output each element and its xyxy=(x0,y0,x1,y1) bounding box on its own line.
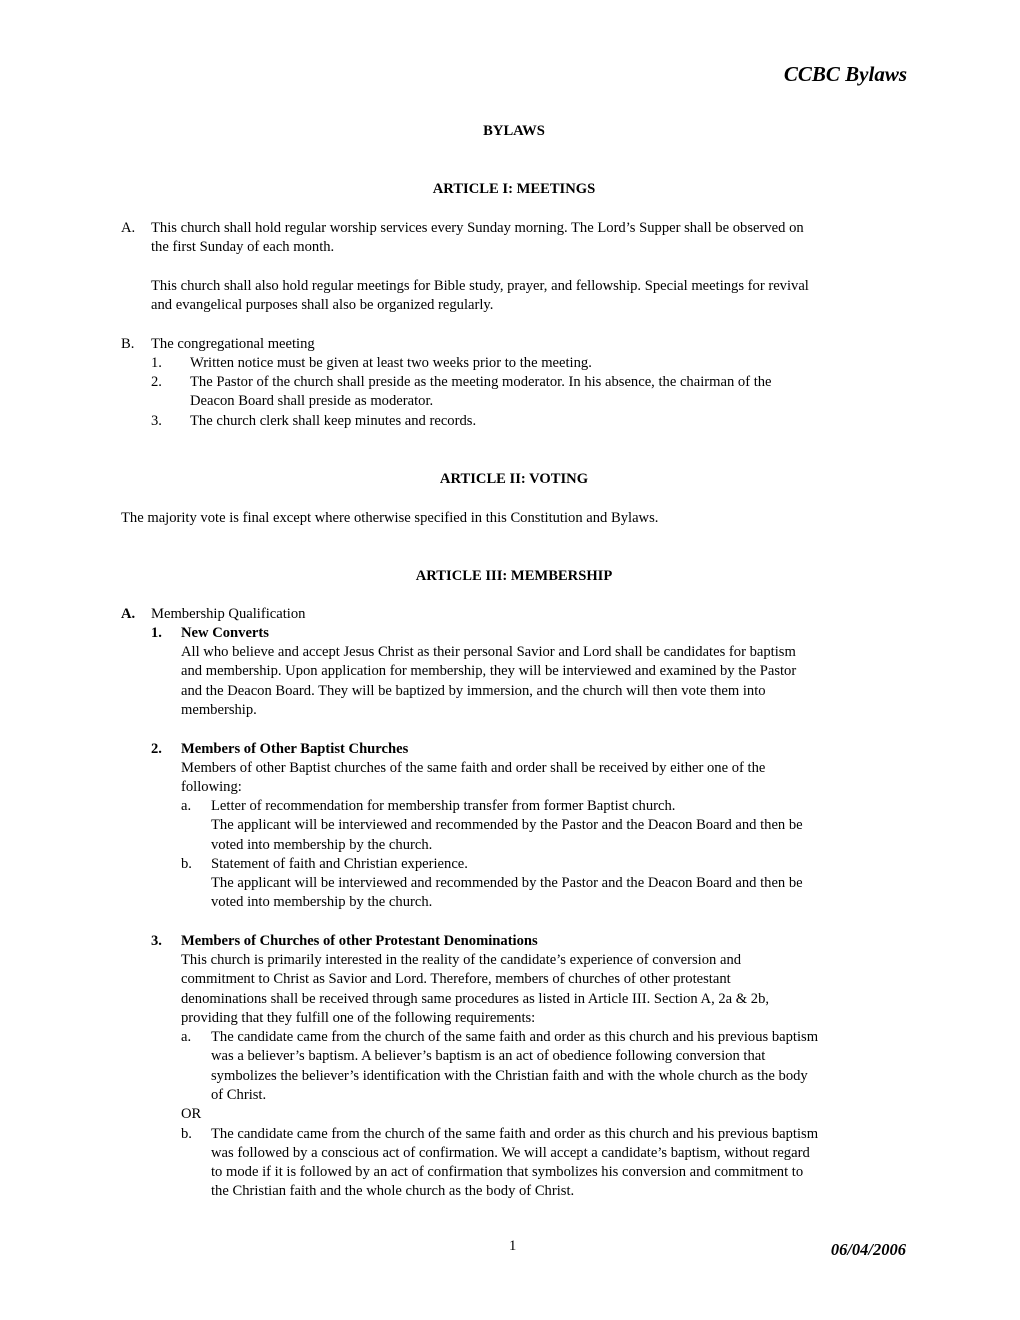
article-2-text: The majority vote is final except where otherwise specified in this Constitution and Bylaws. xyxy=(121,510,659,526)
section-3-title: Members of Churches of other Protestant Denominations xyxy=(181,933,538,949)
article-1-heading: ARTICLE I: MEETINGS xyxy=(432,181,596,197)
section-1-line: and membership. Upon application for membership, they will be interviewed and examined by the Pastor xyxy=(181,663,797,679)
list-item-text: Deacon Board shall preside as moderator. xyxy=(190,393,434,409)
article-3-a-marker: A. xyxy=(121,606,136,622)
section-3-or: OR xyxy=(181,1106,202,1122)
section-3-b-line: The candidate came from the church of the same faith and order as this church and his previous baptism xyxy=(211,1126,819,1142)
section-2-a-marker: a. xyxy=(181,798,192,814)
section-3-b-line: the Christian faith and the whole church as the body of Christ. xyxy=(211,1183,575,1199)
list-item-text: The church clerk shall keep minutes and records. xyxy=(190,413,477,429)
article-3-a-title: Membership Qualification xyxy=(151,606,306,622)
article-1-a-marker: A. xyxy=(121,220,136,236)
section-3-number: 3. xyxy=(151,933,162,949)
section-2-a-title: Letter of recommendation for membership transfer from former Baptist church. xyxy=(211,798,676,814)
section-3-a-line: of Christ. xyxy=(211,1087,267,1103)
section-2-line: following: xyxy=(181,779,242,795)
section-2-b-title: Statement of faith and Christian experience. xyxy=(211,856,468,872)
section-3-line: denominations shall be received through same procedures as listed in Article III. Section A, 2a & 2b, xyxy=(181,991,770,1007)
section-2-title: Members of Other Baptist Churches xyxy=(181,741,409,757)
article-1-a-p2-line2: and evangelical purposes shall also be organized regularly. xyxy=(151,297,494,313)
list-item-text: Written notice must be given at least two weeks prior to the meeting. xyxy=(190,355,592,371)
article-1-a-p1-line1: This church shall hold regular worship services every Sunday morning. The Lord’s Supper shall be observed on xyxy=(151,220,804,236)
section-2-b-line: voted into membership by the church. xyxy=(211,894,433,910)
article-1-a-p2-line1: This church shall also hold regular meetings for Bible study, prayer, and fellowship. Special meetings for revival xyxy=(151,278,809,294)
section-2-line: Members of other Baptist churches of the same faith and order shall be received by either one of the xyxy=(181,760,766,776)
section-2-b-line: The applicant will be interviewed and recommended by the Pastor and the Deacon Board and then be xyxy=(211,875,803,891)
section-3-line: This church is primarily interested in the reality of the candidate’s experience of conversion and xyxy=(181,952,742,968)
article-3-heading: ARTICLE III: MEMBERSHIP xyxy=(415,568,613,584)
section-1-line: membership. xyxy=(181,702,257,718)
section-1-line: and the Deacon Board. They will be baptized by immersion, and the church will then vote them into xyxy=(181,683,766,699)
section-3-line: commitment to Christ as Savior and Lord. Therefore, members of churches of other protestant xyxy=(181,971,731,987)
page-number: 1 xyxy=(509,1238,517,1254)
section-1-line: All who believe and accept Jesus Christ as their personal Savior and Lord shall be candidates for baptism xyxy=(181,644,796,660)
article-1-a-p1-line2: the first Sunday of each month. xyxy=(151,239,335,255)
section-3-a-line: symbolizes the believer’s identification with the Christian faith and with the whole church as the body xyxy=(211,1068,808,1084)
footer-date: 06/04/2006 xyxy=(830,1240,906,1259)
section-1-number: 1. xyxy=(151,625,162,641)
article-2-heading: ARTICLE II: VOTING xyxy=(439,471,589,487)
list-item-number: 1. xyxy=(151,355,162,371)
article-1-b-title: The congregational meeting xyxy=(151,336,315,352)
list-item-text: The Pastor of the church shall preside as the meeting moderator. In his absence, the chairman of the xyxy=(190,374,772,390)
section-3-b-line: was followed by a conscious act of confirmation. We will accept a candidate’s baptism, without regard xyxy=(211,1145,810,1161)
section-3-line: providing that they fulfill one of the following requirements: xyxy=(181,1010,536,1026)
section-3-b-marker: b. xyxy=(181,1126,192,1142)
list-item-number: 3. xyxy=(151,413,162,429)
document-title: BYLAWS xyxy=(483,123,545,139)
section-2-a-line: voted into membership by the church. xyxy=(211,837,433,853)
section-3-a-line: The candidate came from the church of the same faith and order as this church and his previous baptism xyxy=(211,1029,819,1045)
section-3-b-line: to mode if it is followed by an act of confirmation that symbolizes his conversion and commitment to xyxy=(211,1164,804,1180)
article-1-b-marker: B. xyxy=(121,336,135,352)
header-title: CCBC Bylaws xyxy=(783,62,907,86)
section-2-number: 2. xyxy=(151,741,162,757)
section-1-title: New Converts xyxy=(181,625,269,641)
section-2-a-line: The applicant will be interviewed and recommended by the Pastor and the Deacon Board and then be xyxy=(211,817,803,833)
section-2-b-marker: b. xyxy=(181,856,192,872)
section-3-a-line: was a believer’s baptism. A believer’s baptism is an act of obedience following conversion that xyxy=(211,1048,766,1064)
list-item-number: 2. xyxy=(151,374,162,390)
section-3-a-marker: a. xyxy=(181,1029,192,1045)
